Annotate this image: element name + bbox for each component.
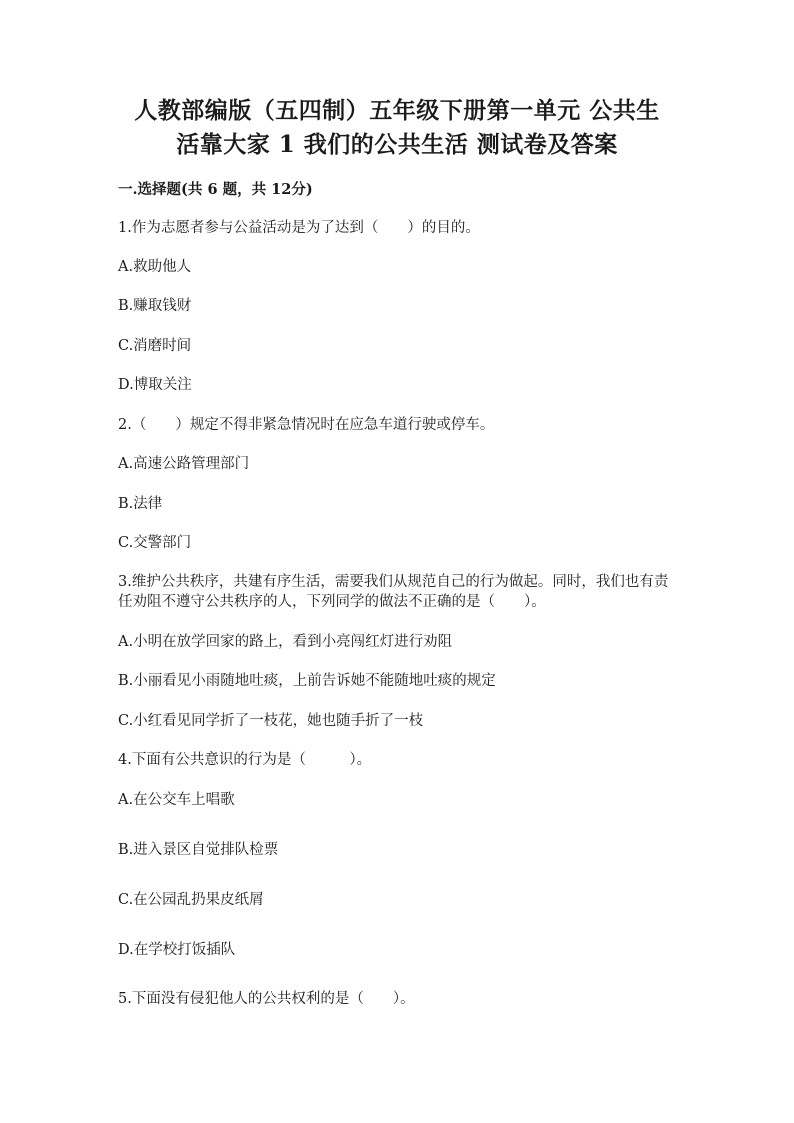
question-1-option-d: D.博取关注 (118, 377, 192, 393)
question-3-option-b: B.小丽看见小雨随地吐痰，上前告诉她不能随地吐痰的规定 (118, 673, 496, 689)
document-title (0, 94, 794, 162)
question-2-stem: 2.（ ）规定不得非紧急情况时在应急车道行驶或停车。 (118, 417, 495, 433)
question-2-option-a: A.高速公路管理部门 (118, 456, 250, 472)
question-4-option-d: D.在学校打饭插队 (118, 942, 236, 958)
question-4-option-a: A.在公交车上唱歌 (118, 792, 235, 808)
question-3-option-a: A.小明在放学回家的路上，看到小亮闯红灯进行劝阻 (118, 634, 453, 650)
question-4-option-c: C.在公园乱扔果皮纸屑 (118, 892, 264, 908)
question-1-option-a: A.救助他人 (118, 259, 192, 275)
question-3-stem: 3.维护公共秩序，共建有序生活，需要我们从规范自己的行为做起。同时，我们也有责任劝阻不遵守公共秩序的人，下列同学的做法不正确的是（ ）。 (118, 574, 669, 610)
question-3-option-c: C.小红看见同学折了一枝花，她也随手折了一枝 (118, 713, 424, 729)
section-heading: 一.选择题(共 6 题，共 12分) (118, 181, 313, 198)
question-1-option-c: C.消磨时间 (118, 338, 192, 354)
question-2-option-b: B.法律 (118, 496, 163, 512)
question-2-option-c: C.交警部门 (118, 535, 192, 551)
question-1-option-b: B.赚取钱财 (118, 298, 192, 314)
question-4-stem: 4.下面有公共意识的行为是（ ）。 (118, 752, 372, 768)
title-line-2: 活靠大家 1 我们的公共生活 测试卷及答案 (176, 131, 618, 158)
question-5-stem: 5.下面没有侵犯他人的公共权利的是（ ）。 (118, 991, 415, 1007)
question-4-option-b: B.进入景区自觉排队检票 (118, 842, 279, 858)
question-1-stem: 1.作为志愿者参与公益活动是为了达到（ ）的目的。 (118, 220, 480, 236)
title-line-1: 人教部编版（五四制）五年级下册第一单元 公共生 (134, 97, 660, 124)
